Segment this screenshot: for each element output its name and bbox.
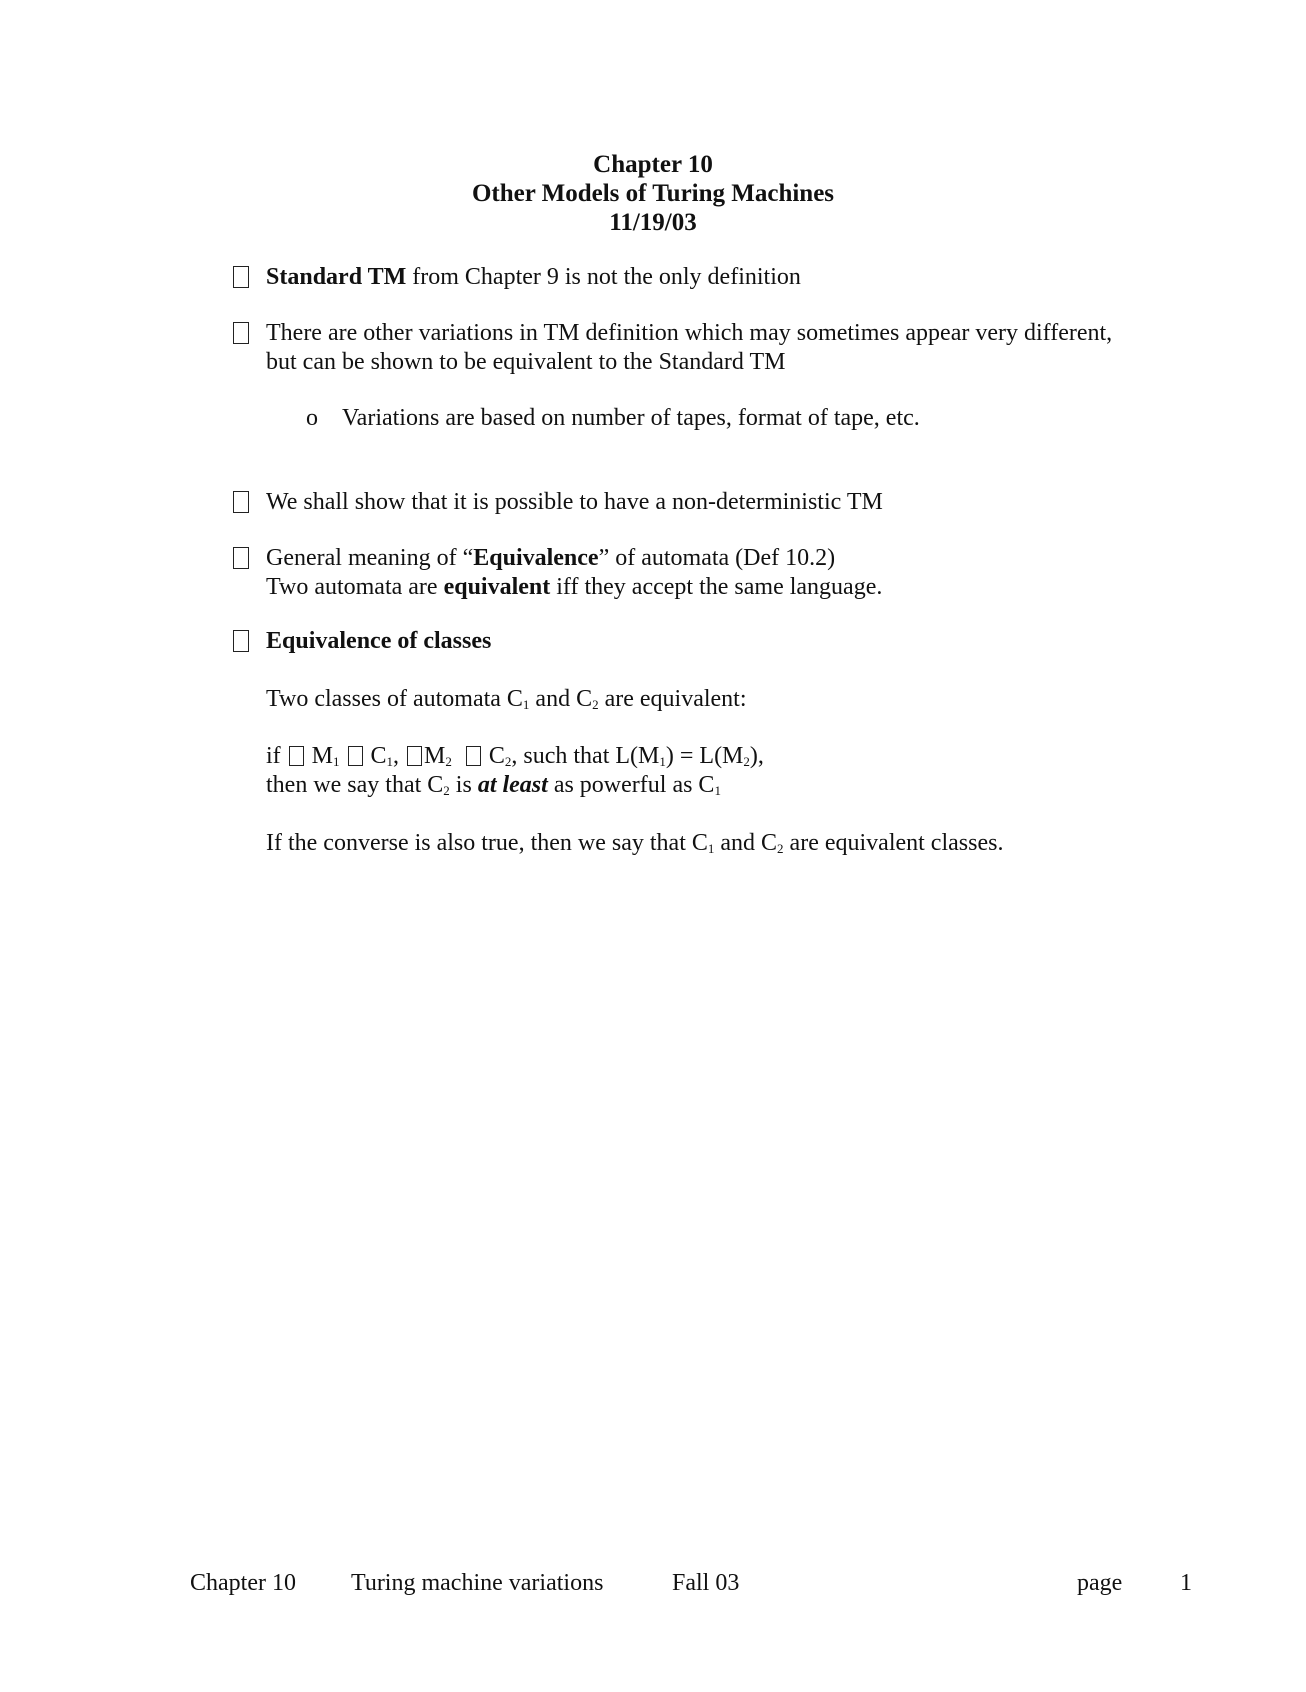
bullet-box-icon	[233, 491, 249, 513]
text-span: and C	[714, 830, 778, 856]
chapter-date: 11/19/03	[609, 209, 697, 236]
text-span: as powerful as C	[547, 772, 715, 798]
text-span: ),	[749, 743, 764, 769]
text-span: C	[482, 743, 505, 769]
chapter-title: Other Models of Turing Machines	[471, 180, 835, 207]
bullet-box-icon	[233, 322, 249, 344]
standard-tm-bold: Standard TM	[266, 264, 407, 290]
at-least-emphasis: at least	[477, 772, 548, 798]
footer-topic: Turing machine variations	[351, 1570, 604, 1596]
subscript: 2	[443, 783, 450, 798]
text-span: , such that L(M	[511, 743, 660, 769]
text-span: Two classes of automata C	[266, 686, 523, 712]
text-span: M	[305, 743, 334, 769]
text-span: ,	[393, 743, 406, 769]
chapter-heading: Chapter 10	[593, 151, 713, 178]
exists-symbol-icon	[407, 746, 422, 766]
bullet-box-icon	[233, 547, 249, 569]
equivalence-bold: Equivalence	[473, 545, 599, 571]
bullet-nondeterministic: We shall show that it is possible to have a non-deterministic TM	[266, 489, 883, 515]
element-of-symbol-icon	[466, 746, 481, 766]
equivalent-post: iff they accept the same language.	[550, 574, 883, 600]
standard-tm-text: from Chapter 9 is not the only definition	[406, 264, 801, 290]
text-span: are equivalent:	[598, 686, 747, 712]
subscript: 1	[522, 697, 530, 712]
classes-converse-line	[266, 828, 1003, 858]
text-span: is	[449, 772, 478, 798]
sub-bullet-variations: Variations are based on number of tapes, format of tape, etc.	[342, 405, 920, 431]
text-span: are equivalent classes.	[783, 830, 1004, 856]
text-span: M	[424, 743, 446, 769]
text-span: if	[266, 743, 287, 769]
equivalent-pre: Two automata are	[266, 574, 444, 600]
bullet-box-icon	[233, 266, 249, 288]
bullet-variations-line1: There are other variations in TM definition which may sometimes appear very different,	[266, 320, 1113, 346]
classes-then-line	[266, 770, 721, 800]
subscript: 1	[333, 754, 340, 769]
sub-bullet-marker: o	[306, 405, 318, 431]
subscript: 1	[707, 841, 715, 856]
text-span: then we say that C	[266, 772, 444, 798]
footer-term: Fall 03	[672, 1570, 740, 1596]
subscript: 2	[592, 697, 599, 712]
bullet-box-icon	[233, 630, 249, 652]
footer-page-number: 1	[1180, 1570, 1192, 1596]
subscript: 2	[743, 754, 750, 769]
equivalence-post: ” of automata (Def 10.2)	[598, 545, 836, 571]
classes-intro	[266, 684, 747, 714]
subscript: 2	[445, 754, 452, 769]
text-span: C	[364, 743, 387, 769]
text-span: If the converse is also true, then we say that C	[266, 830, 708, 856]
text-span: and C	[529, 686, 593, 712]
footer-chapter: Chapter 10	[190, 1570, 296, 1596]
subscript: 2	[777, 841, 784, 856]
classes-if-line	[266, 741, 764, 771]
text-span: ) = L(M	[665, 743, 744, 769]
equivalence-pre: General meaning of “	[266, 545, 474, 571]
equivalent-bold: equivalent	[443, 574, 551, 600]
equivalence-classes-heading: Equivalence of classes	[266, 628, 492, 654]
footer-page-label: page	[1077, 1570, 1123, 1596]
element-of-symbol-icon	[348, 746, 363, 766]
subscript: 1	[386, 754, 394, 769]
subscript: 1	[659, 754, 666, 769]
bullet-equivalence-line2	[266, 572, 882, 602]
bullet-equivalence-classes	[266, 626, 491, 656]
subscript: 1	[714, 783, 721, 798]
subscript: 2	[504, 754, 512, 769]
forall-symbol-icon	[289, 746, 304, 766]
bullet-equivalence-line1	[266, 543, 835, 573]
title-block	[0, 150, 1306, 237]
bullet-standard-tm	[266, 262, 801, 292]
bullet-variations-line2: but can be shown to be equivalent to the Standard TM	[266, 349, 786, 375]
